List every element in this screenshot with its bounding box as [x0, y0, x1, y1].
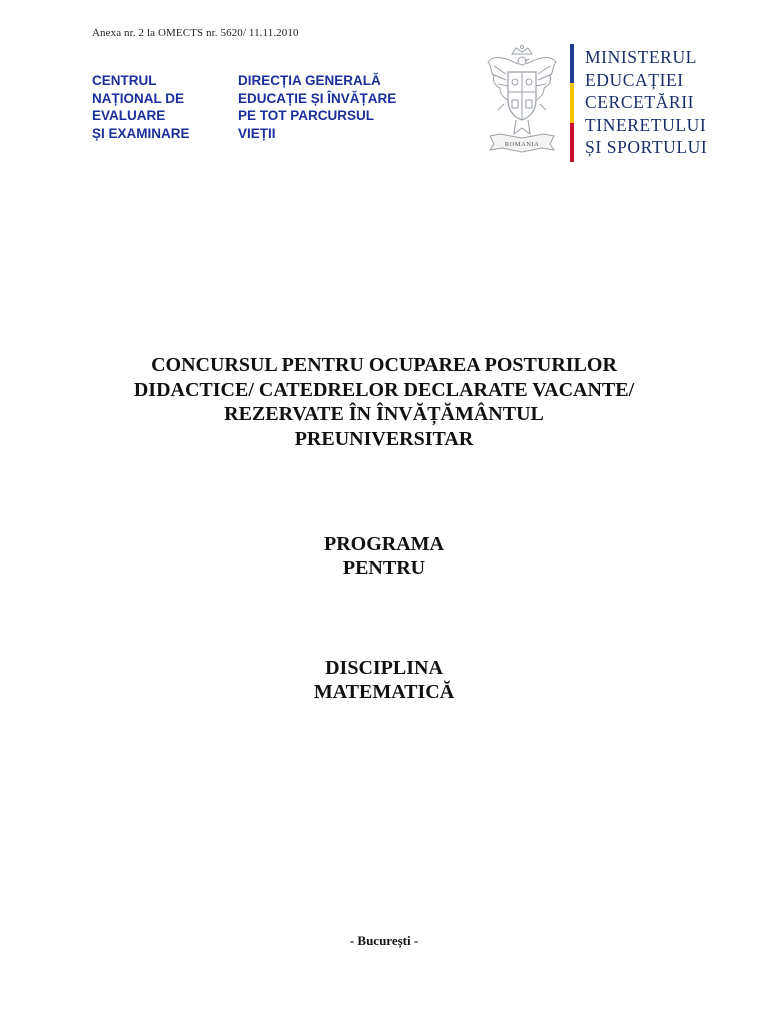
org-line: EVALUARE — [92, 108, 166, 123]
title-line: REZERVATE ÎN ÎNVĂȚĂMÂNTUL — [224, 403, 544, 425]
org-line: VIEȚII — [238, 125, 276, 141]
discipline-heading — [0, 656, 768, 704]
org-line: NAȚIONAL DE — [92, 90, 185, 106]
directorate-org-name — [238, 72, 396, 142]
city-text: - București - — [349, 933, 419, 948]
org-line: CENTRUL — [92, 73, 157, 88]
ministry-name — [585, 46, 707, 159]
annex-reference: Anexa nr. 2 la OMECTS nr. 5620/ 11.11.2010 — [92, 27, 299, 39]
org-line: PE TOT PARCURSUL — [238, 108, 375, 123]
ministry-line: MINISTERUL — [585, 47, 697, 67]
title-line: CONCURSUL PENTRU OCUPAREA POSTURILOR — [151, 354, 617, 376]
discipline-line: MATEMATICĂ — [313, 681, 455, 703]
org-line: DIRECȚIA GENERALĂ — [238, 73, 381, 88]
flag-tricolor-bar — [570, 44, 574, 162]
ministry-line: TINERETULUI — [585, 114, 707, 135]
cnee-org-name — [92, 72, 190, 142]
ministry-line: ȘI SPORTULUI — [585, 137, 708, 157]
flag-blue-band — [570, 44, 574, 83]
discipline-line: DISCIPLINA — [325, 657, 443, 679]
flag-red-band — [570, 123, 574, 162]
programa-line: PENTRU — [342, 557, 426, 579]
title-line: PREUNIVERSITAR — [294, 427, 474, 450]
flag-yellow-band — [570, 83, 574, 122]
city-footer — [0, 933, 768, 949]
romania-coat-of-arms-icon — [484, 44, 560, 162]
ministry-line: EDUCAȚIEI — [585, 69, 684, 90]
ministry-line: CERCETĂRII — [585, 92, 695, 112]
title-line: DIDACTICE/ CATEDRELOR DECLARATE VACANTE/ — [133, 378, 635, 401]
org-line: EDUCAȚIE ȘI ÎNVĂȚARE — [238, 90, 397, 106]
crest-banner-text: ROMANIA — [504, 141, 540, 148]
programa-heading — [0, 532, 768, 580]
programa-line: PROGRAMA — [324, 533, 444, 555]
org-line: ȘI EXAMINARE — [92, 125, 190, 141]
document-title — [0, 353, 768, 451]
